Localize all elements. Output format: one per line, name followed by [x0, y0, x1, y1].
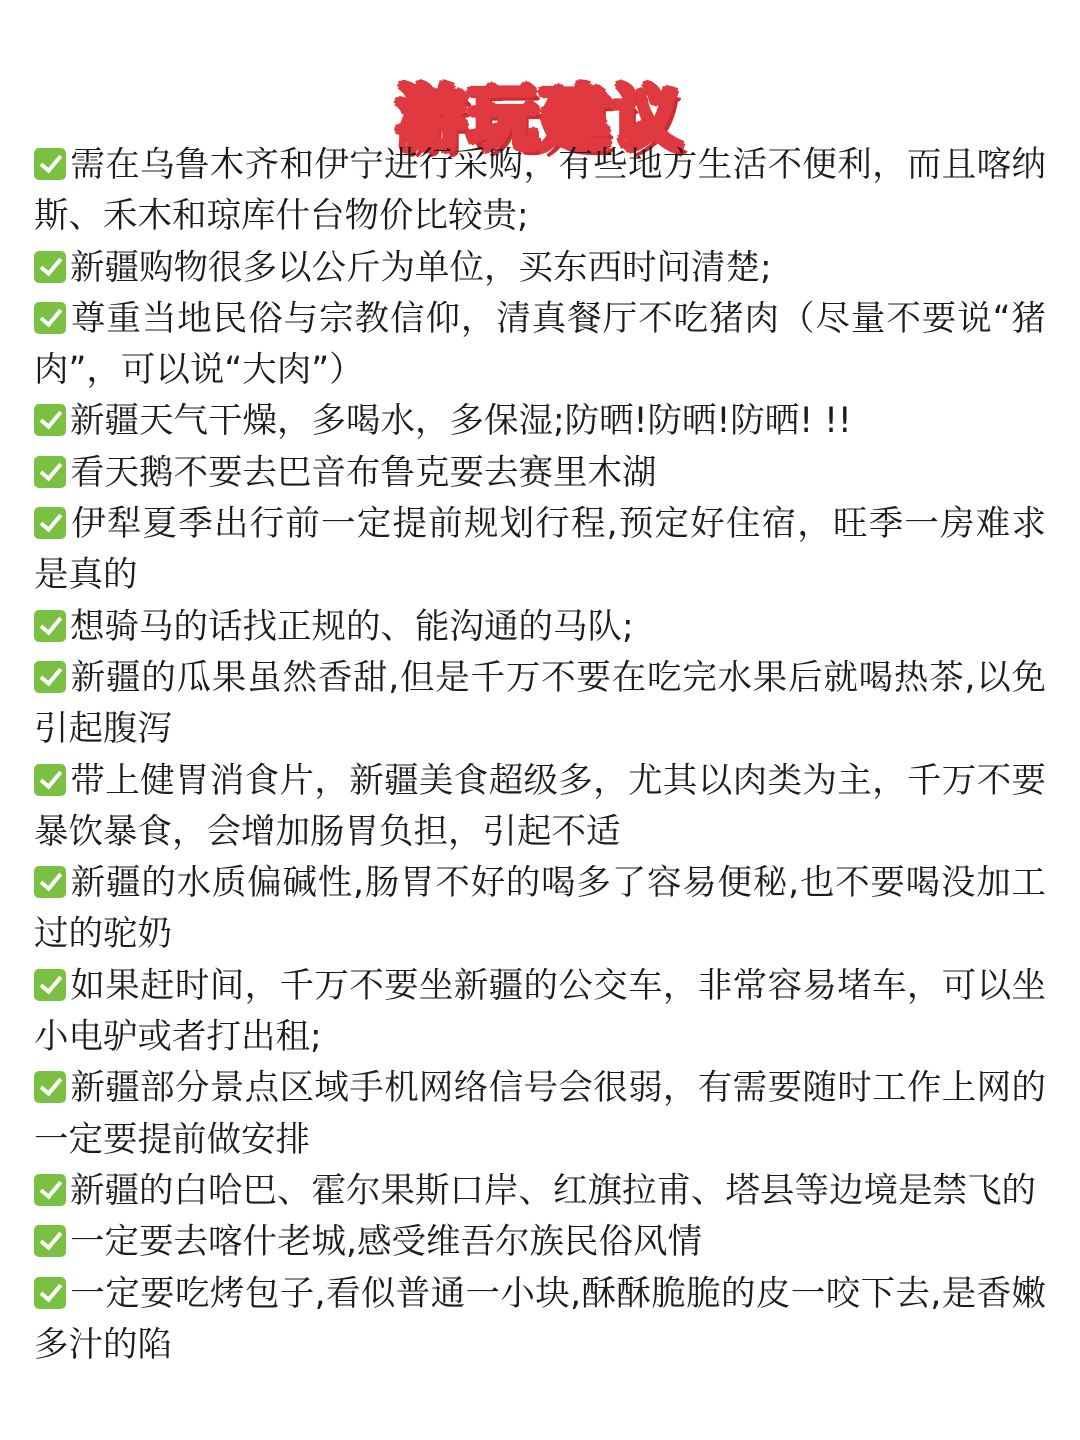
list-item	[34, 858, 1046, 961]
check-mark-icon	[34, 1174, 66, 1206]
item-text: 伊犁夏季出行前一定提前规划行程,预定好住宿，旺季一房难求是真的	[34, 504, 1046, 596]
item-text: 如果赶时间，千万不要坐新疆的公交车，非常容易堵车，可以坐小电驴或者打出租;	[34, 965, 1046, 1058]
item-text: 一定要吃烤包子,看似普通一小块,酥酥脆脆的皮一咬下去,是香嫩多汁的陷	[34, 1273, 1046, 1365]
check-mark-icon	[34, 148, 66, 180]
check-mark-icon	[34, 1277, 66, 1309]
item-text: 新疆的白哈巴、霍尔果斯口岸、红旗拉甫、塔县等边境是禁飞的	[70, 1170, 1036, 1211]
check-mark-icon	[34, 456, 66, 488]
list-item	[34, 961, 1046, 1064]
list-item	[34, 1063, 1046, 1166]
page-title: 游玩建议	[396, 77, 684, 160]
list-item	[34, 756, 1046, 859]
check-mark-icon	[34, 610, 66, 642]
item-text: 新疆的水质偏碱性,肠胃不好的喝多了容易便秘,也不要喝没加工过的驼奶	[34, 863, 1046, 955]
list-item	[34, 602, 1046, 653]
check-mark-icon	[34, 661, 66, 693]
list-item	[34, 1166, 1046, 1217]
item-text: 需在乌鲁木齐和伊宁进行采购，有些地方生活不便利，而且喀纳斯、禾木和琼库什台物价比较贵;	[34, 145, 1046, 237]
list-item	[34, 1217, 1046, 1268]
list-item	[34, 448, 1046, 499]
item-text: 新疆购物很多以公斤为单位，买东西时问清楚;	[70, 247, 772, 288]
item-text: 想骑马的话找正规的、能沟通的马队;	[70, 606, 634, 647]
check-mark-icon	[34, 507, 66, 539]
check-mark-icon	[34, 251, 66, 283]
list-item	[34, 499, 1046, 602]
item-text: 新疆部分景点区域手机网络信号会很弱，有需要随时工作上网的一定要提前做安排	[34, 1068, 1046, 1160]
list-item	[34, 140, 1046, 243]
item-text: 新疆天气干燥，多喝水，多保湿;防晒!防晒!防晒! !!	[70, 401, 852, 442]
check-mark-icon	[34, 764, 66, 796]
item-text: 尊重当地民俗与宗教信仰，清真餐厅不吃猪肉（尽量不要说“猪肉”，可以说“大肉”）	[34, 298, 1046, 391]
check-mark-icon	[34, 969, 66, 1001]
check-mark-icon	[34, 866, 66, 898]
check-mark-icon	[34, 1225, 66, 1257]
list-item	[34, 294, 1046, 397]
list-item	[34, 653, 1046, 756]
item-text: 新疆的瓜果虽然香甜,但是千万不要在吃完水果后就喝热茶,以免引起腹泻	[34, 657, 1046, 750]
item-text: 带上健胃消食片，新疆美食超级多，尤其以肉类为主，千万不要暴饮暴食，会增加肠胃负担，引起不适	[34, 760, 1046, 852]
list-item	[34, 243, 1046, 294]
check-mark-icon	[34, 404, 66, 436]
check-mark-icon	[34, 1071, 66, 1103]
check-mark-icon	[34, 302, 66, 334]
item-text: 一定要去喀什老城,感受维吾尔族民俗风情	[70, 1222, 702, 1263]
item-text: 看天鹅不要去巴音布鲁克要去赛里木湖	[70, 452, 657, 493]
tips-list	[34, 140, 1046, 1371]
list-item	[34, 396, 1046, 447]
list-item	[34, 1269, 1046, 1372]
